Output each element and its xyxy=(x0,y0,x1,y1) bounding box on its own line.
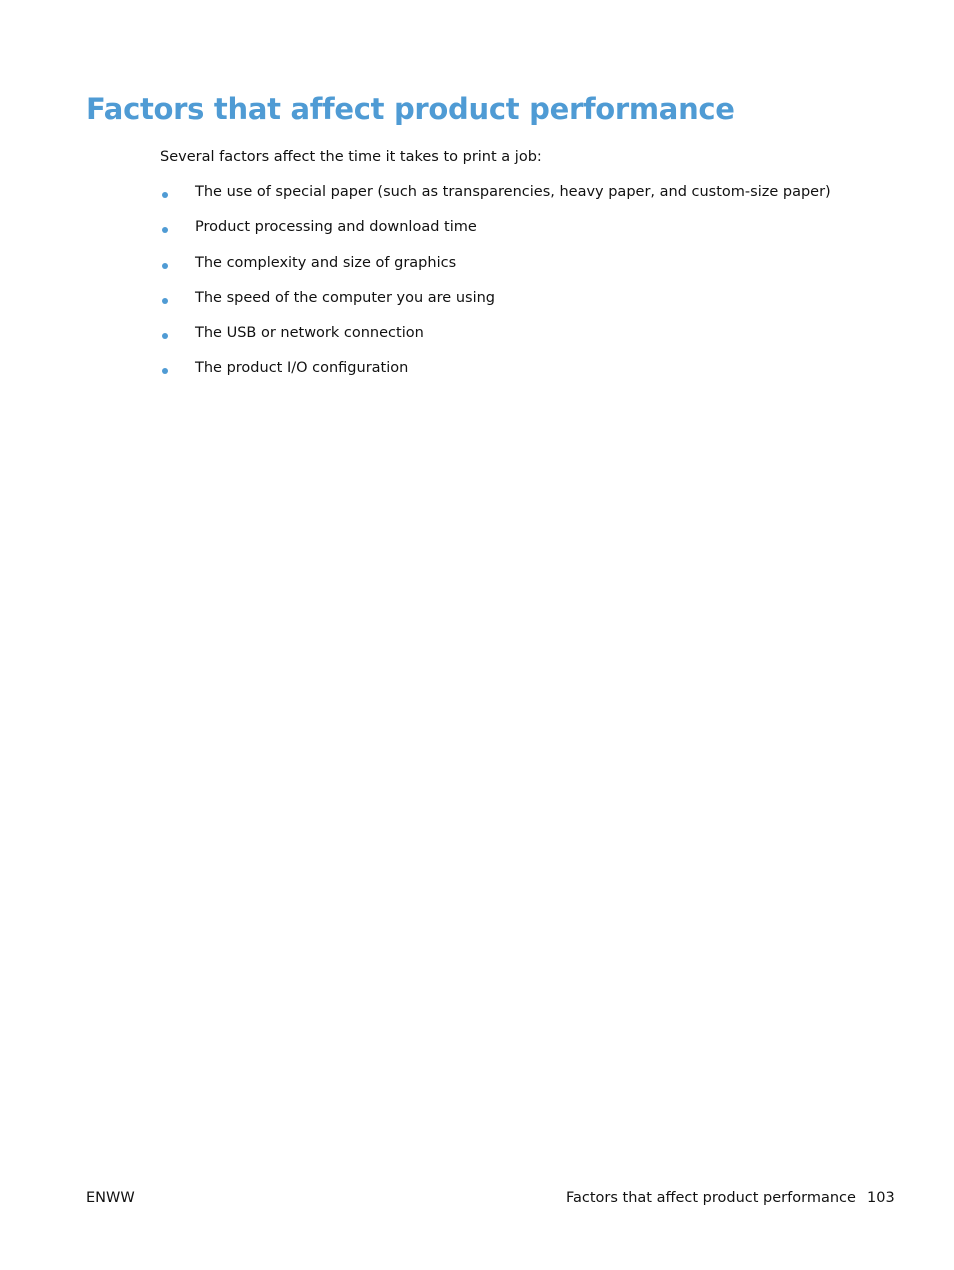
bullet-icon xyxy=(162,192,168,198)
intro-text: Several factors affect the time it takes to print a job: xyxy=(160,149,542,165)
list-item xyxy=(160,255,831,290)
bullet-icon xyxy=(162,263,168,269)
page-title: Factors that affect product performance xyxy=(86,92,735,126)
list-item-text: The use of special paper (such as transparencies, heavy paper, and custom-size paper) xyxy=(195,184,831,200)
bullet-icon xyxy=(162,298,168,304)
footer-left: ENWW xyxy=(86,1190,135,1206)
bullet-icon xyxy=(162,333,168,339)
list-item xyxy=(160,360,831,395)
footer-section: Factors that affect product performance xyxy=(566,1190,856,1206)
bullet-icon xyxy=(162,227,168,233)
list-item-text: The USB or network connection xyxy=(195,325,424,342)
list-item xyxy=(160,219,831,254)
bullet-icon xyxy=(162,368,168,374)
list-item xyxy=(160,290,831,325)
list-item-text: Product processing and download time xyxy=(195,219,477,236)
list-item-text: The product I/O configuration xyxy=(195,360,409,377)
page-number: 103 xyxy=(867,1190,895,1206)
list-item-text: The speed of the computer you are using xyxy=(195,289,495,306)
list-item-text: The complexity and size of graphics xyxy=(195,254,457,271)
factor-list xyxy=(160,184,831,396)
list-item xyxy=(160,184,831,219)
list-item xyxy=(160,325,831,360)
